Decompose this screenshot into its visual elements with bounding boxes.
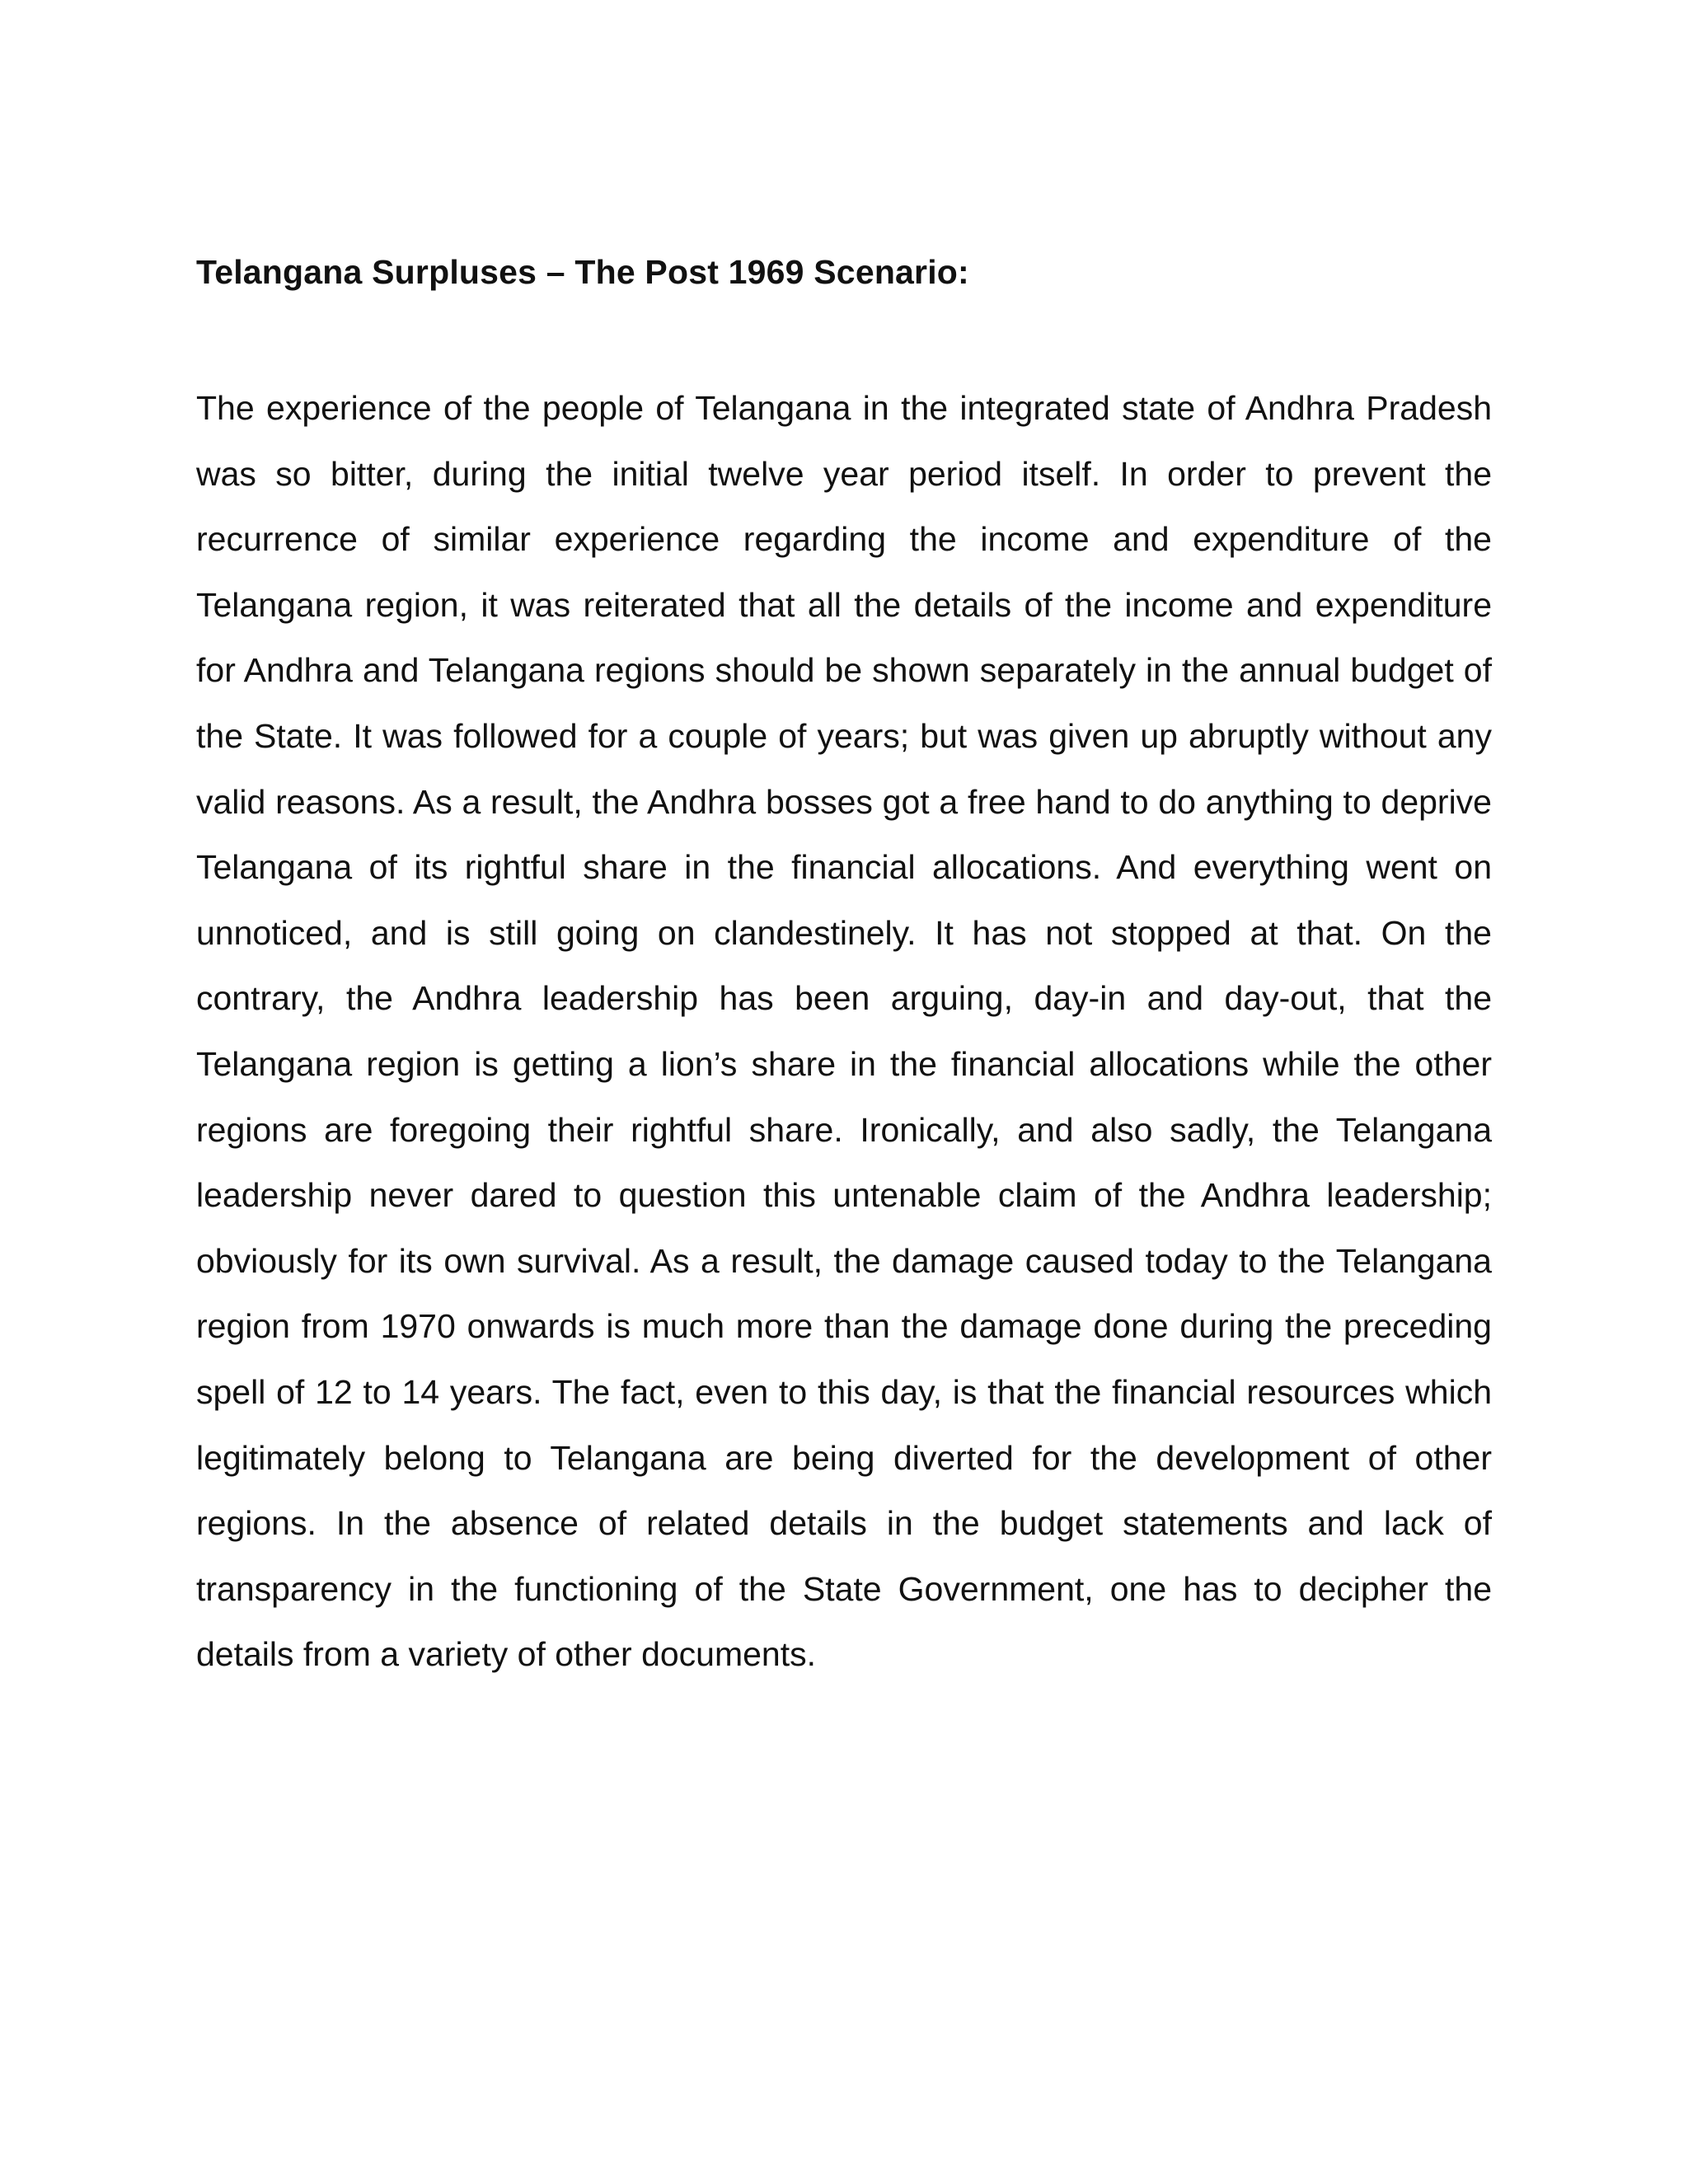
document-body-paragraph: The experience of the people of Telangana in the integrated state of Andhra Pradesh was so bitter, during the initial twelve year period itself. In order to prevent the recurrence of similar experience regarding the income and expenditure of the Telangana region, it was reiterated that all the details of the income and expenditure for Andhra and Telangana regions should be shown separately in the annual budget of the State. It was followed for a couple of years; but was given up abruptly without any valid reasons. As a result, the Andhra bosses got a free hand to do anything to deprive Telangana of its rightful share in the financial allocations. And everything went on unnoticed, and is still going on clandestinely. It has not stopped at that. On the contrary, the Andhra leadership has been arguing, day-in and day-out, that the Telangana region is getting a lion’s share in the financial allocations while the other regions are foregoing their rightful share. Ironically, and also sadly, the Telangana leadership never dared to question this untenable claim of the Andhra leadership; obviously for its own survival. As a result, the damage caused today to the Telangana region from 1970 onwards is much more than the damage done during the preceding spell of 12 to 14 years. The fact, even to this day, is that the financial resources which legitimately belong to Telangana are being diverted for the development of other regions. In the absence of related details in the budget statements and lack of transparency in the functioning of the State Government, one has to decipher the details from a variety of other documents.	[196, 389, 1492, 1674]
document-content	[196, 247, 1492, 1688]
document-title: Telangana Surpluses – The Post 1969 Scenario:	[196, 253, 969, 291]
